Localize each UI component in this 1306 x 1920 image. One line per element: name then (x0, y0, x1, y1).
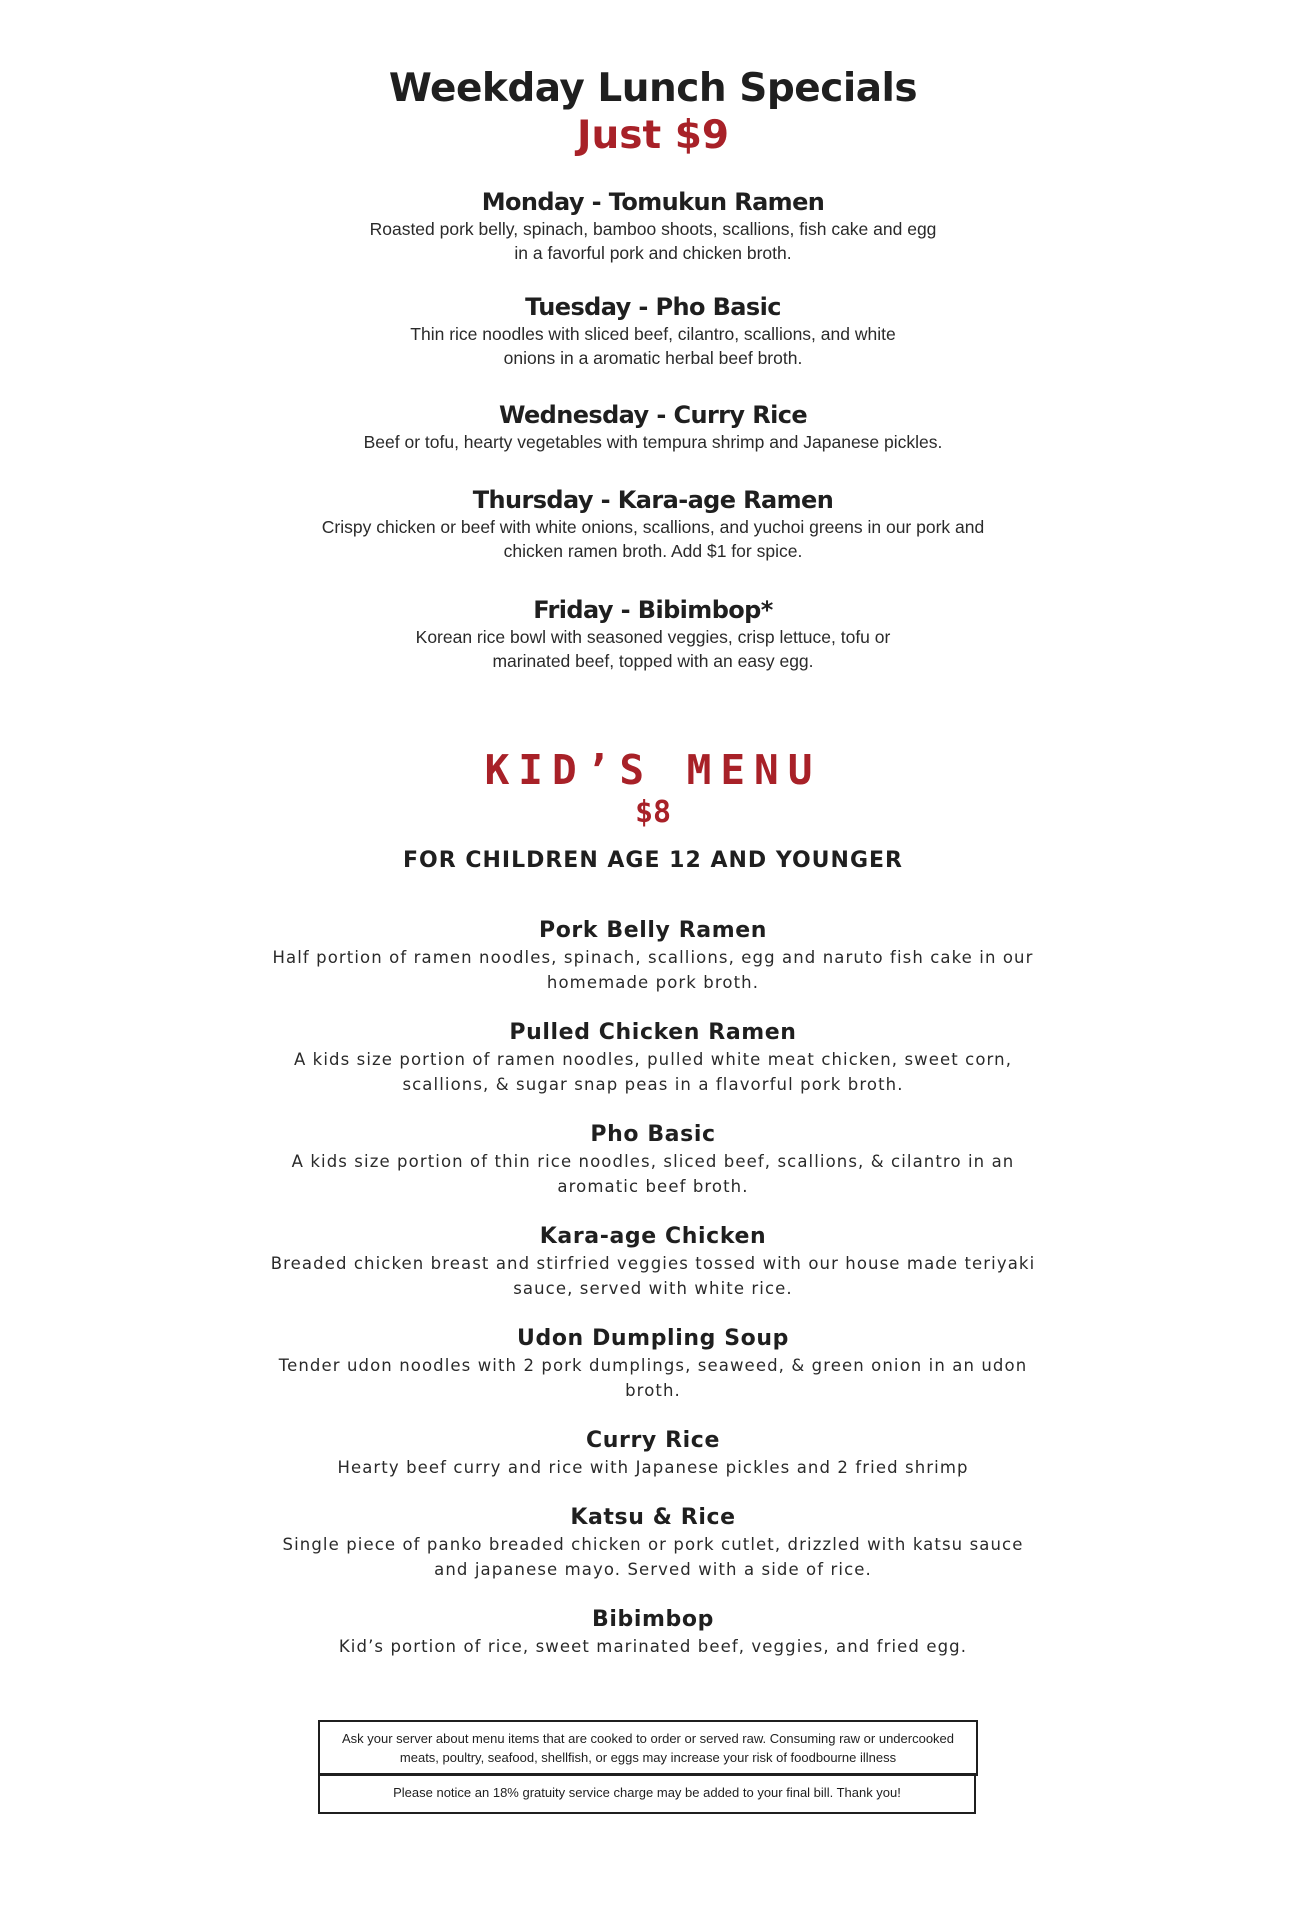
lunch-item-desc: Korean rice bowl with seasoned veggies, crisp lettuce, tofu or marinated beef, topped with an easy egg. (415, 627, 891, 671)
kids-item-desc: Breaded chicken breast and stirfried veggies tossed with our house made teriyaki sauce, served with white rice. (270, 1254, 1036, 1298)
kids-item-kara-age-chicken (0, 1223, 1306, 1301)
kids-item-name: Bibimbop (592, 1607, 714, 1632)
lunch-item-name: Friday - Bibimbop* (533, 596, 773, 624)
kids-item-pork-belly-ramen (0, 917, 1306, 995)
lunch-item-tuesday (0, 292, 1306, 370)
kids-item-katsu-rice (0, 1504, 1306, 1582)
lunch-item-desc: Crispy chicken or beef with white onions, scallions, and yuchoi greens in our pork and chicken ramen broth. Add $1 for spice. (321, 517, 985, 561)
lunch-item-desc: Roasted pork belly, spinach, bamboo shoots, scallions, fish cake and egg in a favorful pork and chicken broth. (369, 219, 937, 263)
lunch-item-desc: Thin rice noodles with sliced beef, cilantro, scallions, and white onions in a aromatic herbal beef broth. (410, 324, 896, 368)
lunch-item-monday (0, 187, 1306, 265)
lunch-title: Weekday Lunch Specials (388, 66, 918, 111)
kids-item-bibimbop (0, 1606, 1306, 1659)
kids-item-name: Pulled Chicken Ramen (509, 1020, 797, 1045)
kids-item-name: Pho Basic (590, 1122, 716, 1147)
lunch-item-friday (0, 595, 1306, 673)
kids-item-name: Katsu & Rice (570, 1505, 736, 1530)
kids-item-curry-rice (0, 1427, 1306, 1480)
kids-item-udon-dumpling-soup (0, 1325, 1306, 1403)
kids-item-pulled-chicken-ramen (0, 1019, 1306, 1097)
lunch-item-desc: Beef or tofu, hearty vegetables with tempura shrimp and Japanese pickles. (363, 432, 943, 452)
kids-item-desc: Hearty beef curry and rice with Japanese pickles and 2 fried shrimp (337, 1458, 969, 1477)
raw-food-notice: Ask your server about menu items that are cooked to order or served raw. Consuming raw or undercooked meats, poultry, seafood, shellfish, or eggs may increase your risk of foodbourne illness (318, 1720, 978, 1776)
lunch-item-name: Monday - Tomukun Ramen (481, 188, 825, 216)
kids-item-pho-basic (0, 1121, 1306, 1199)
gratuity-notice: Please notice an 18% gratuity service charge may be added to your final bill. Thank you! (318, 1773, 976, 1814)
lunch-item-name: Wednesday - Curry Rice (498, 401, 808, 429)
kids-item-name: Pork Belly Ramen (538, 918, 768, 943)
kids-item-desc: A kids size portion of ramen noodles, pulled white meat chicken, sweet corn, scallions, & sugar snap peas in a flavorful pork broth. (293, 1050, 1013, 1094)
kids-item-name: Curry Rice (586, 1428, 720, 1453)
kids-item-desc: Single piece of panko breaded chicken or pork cutlet, drizzled with katsu sauce and japanese mayo. Served with a side of rice. (282, 1535, 1024, 1579)
kids-item-name: Udon Dumpling Soup (517, 1326, 789, 1351)
lunch-item-name: Tuesday - Pho Basic (525, 293, 781, 321)
kids-item-desc: A kids size portion of thin rice noodles, sliced beef, scallions, & cilantro in an aromatic beef broth. (291, 1152, 1015, 1196)
kids-item-desc: Tender udon noodles with 2 pork dumplings, seaweed, & green onion in an udon broth. (278, 1356, 1028, 1400)
kids-item-desc: Half portion of ramen noodles, spinach, scallions, egg and naruto fish cake in our homemade pork broth. (272, 948, 1034, 992)
kids-menu-subtitle: FOR CHILDREN AGE 12 AND YOUNGER (403, 848, 903, 873)
kids-menu-price: $8 (634, 795, 672, 830)
lunch-price: Just $9 (577, 113, 729, 158)
lunch-item-name: Thursday - Kara-age Ramen (472, 486, 834, 514)
kids-menu-title: KID’S MENU (484, 746, 822, 794)
lunch-item-thursday (0, 485, 1306, 563)
kids-item-name: Kara-age Chicken (539, 1224, 767, 1249)
lunch-item-wednesday (0, 400, 1306, 454)
kids-item-desc: Kid’s portion of rice, sweet marinated beef, veggies, and fried egg. (338, 1637, 968, 1656)
